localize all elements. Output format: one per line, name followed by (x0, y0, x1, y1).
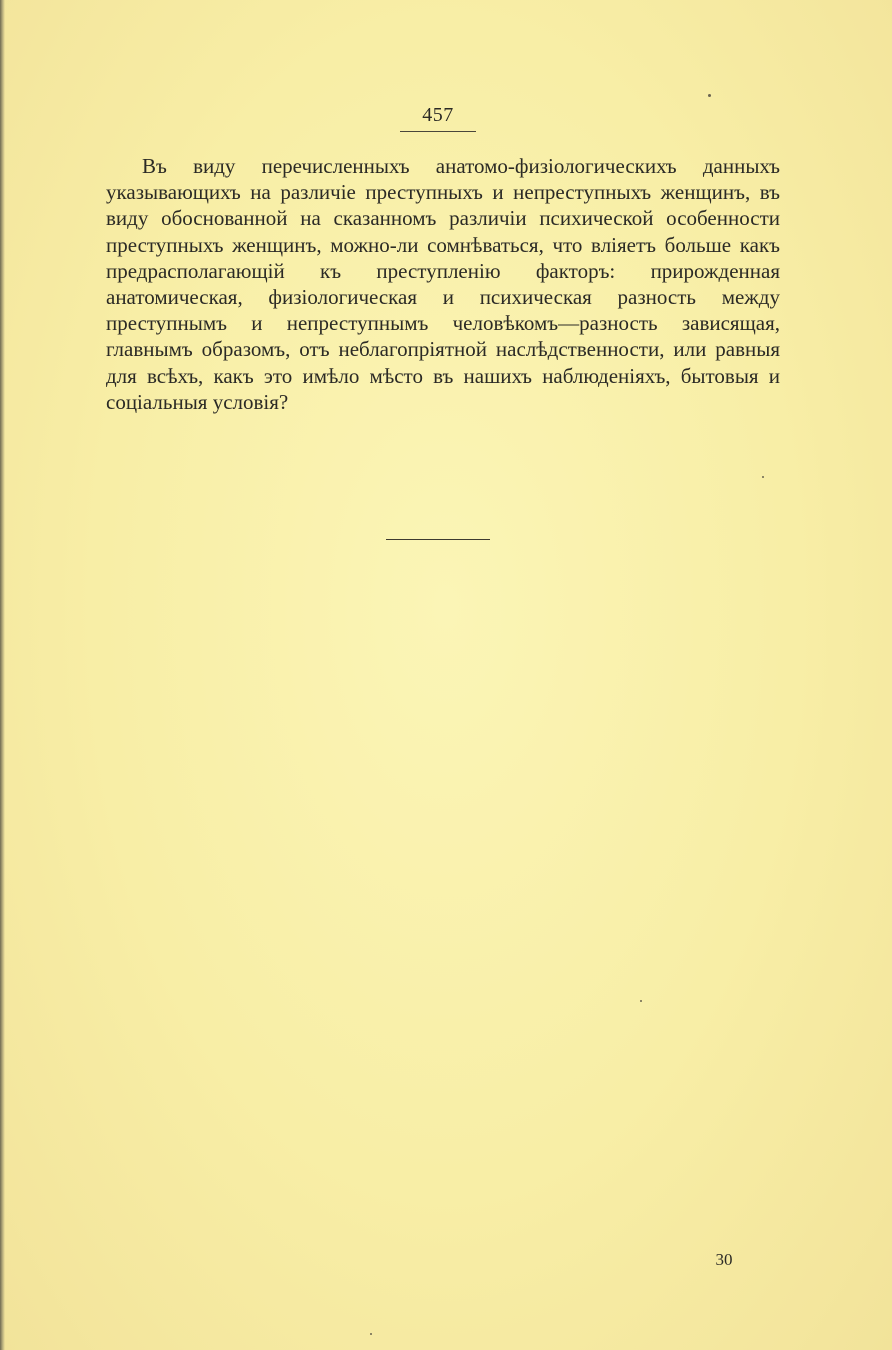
section-end-rule (386, 539, 490, 540)
paper-speck (762, 476, 764, 478)
binding-edge-shadow (0, 0, 5, 1350)
page-number: 457 (422, 104, 454, 126)
paper-speck (370, 1333, 372, 1335)
page-number-rule (400, 131, 476, 132)
paper-speck (640, 1000, 642, 1002)
paper-speck (708, 94, 711, 97)
body-paragraph: Въ виду перечисленныхъ анатомо-физіологическихъ данныхъ указывающихъ на различіе преступныхъ и непреступныхъ женщинъ, въ виду обоснованной на сказанномъ различіи психической особенности преступныхъ женщинъ, можно-ли сомнѣваться, что вліяетъ больше какъ предрасполагающій къ преступленію факторъ: прирожденная анатомическая, физіологическая и психическая разность между преступнымъ и непреступнымъ человѣкомъ—разность зависящая, главнымъ образомъ, отъ неблагопріятной наслѣдственности, или равныя для всѣхъ, какъ это имѣло мѣсто въ нашихъ наблюденіяхъ, бытовыя и соціальныя условія? (106, 154, 780, 414)
signature-mark: 30 (715, 1250, 733, 1269)
